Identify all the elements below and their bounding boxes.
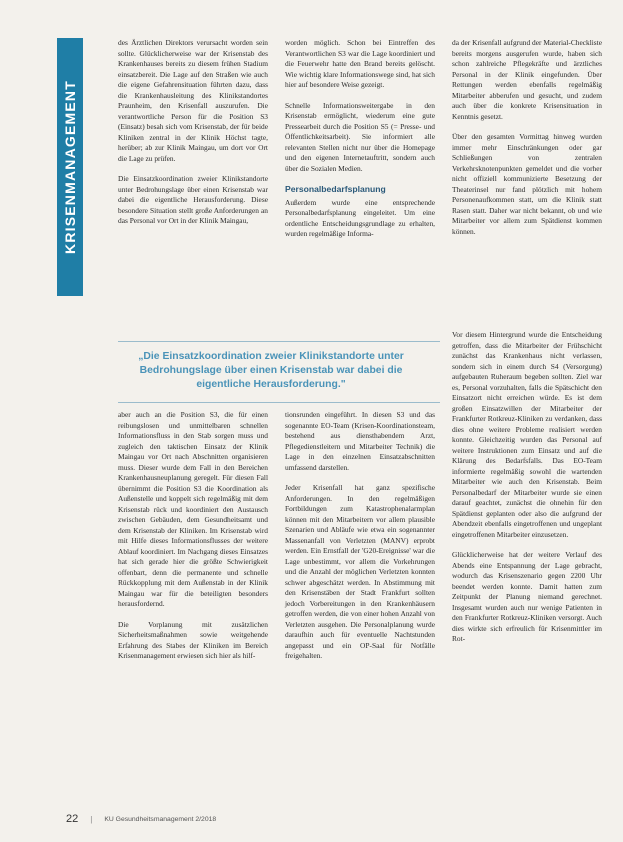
page-number: 22 [66,813,79,825]
column-1-top [118,38,268,237]
pull-quote: „Die Einsatzkoordination zweier Klinikstandorte unter Bedrohungslage über einen Krisenstab war dabei die eigentliche Herausforderung." [138,351,404,390]
column-2-top [285,38,435,250]
section-heading: Personalbedarfsplanung [285,184,386,194]
journal-name: KU Gesundheitsmanagement 2/2018 [104,815,217,823]
column-1-bottom [118,410,268,672]
section-label [57,38,83,296]
paragraph: Vor diesem Hintergrund wurde die Entscheidung getroffen, dass die Mitarbeiter der Frühschicht zunächst das Krankenhaus nicht verlassen, sondern sich in einem durch S4 (Versorgung) aufgebauten Ruheraum begeben sollten. Ziel war es, Personal vorzuhalten, falls die Spätschicht den Einsatzort nicht erreichen würde. Es ist dem großen Einsatzwillen der Mitarbeiter der Frankfurter Rotkreuz-Kliniken zu verdanken, dass dies ohne weitere Probleme realisiert werden konnte. Gleichzeitig wurden das Personal auf weitere Instruktionen zum Einsatz und auf die Klärung des Bedarfsfalls. Das EO-Team informierte regelmäßig sowohl die wartenden Mitarbeiter wie auch den Krisenstab. Beim Personalbedarf der Mitarbeiter wurde sie einen darauf geachtet, zunächst die ohnehin für den Spätdienst geplanten oder also die aufgrund der Abendzeit ebenfalls eingetroffenen und ungeplant eingetroffenen Mitarbeiter einzusetzen. [452,330,602,539]
paragraph: des Ärztlichen Direktors verursacht worden sein sollte. Glücklicherweise war der Krisenstab des Krankenhauses bereits zu diesem frühen Stadium einsatzbereit. Die Lage auf den Straßen wie auch die eigene Gefahrensituation führten dazu, dass die Krankenhausleitung des Klinikstandortes Praunheim, den Krisenfall auszurufen. Die verantwortliche Person für die Position S3 (Einsatz) besah sich vom Krisenstab, der für beide Kliniken zentral in der Klinik Höchst tagte, herüber; ab zur Klinik Maingau, um dort vor Ort die Lage zu prüfen. [118,38,268,163]
paragraph: Schnelle Informationsweitergabe in den Krisenstab ermöglicht, wiederum eine gute Pressearbeit durch die Position S5 (= Presse- und Öffentlichkeitsarbeit). Sie informiert alle relevanten Stellen nicht nur über die Homepage und den eigenen Internetauftritt, sondern auch über die Sozialen Medien. [285,100,435,173]
paragraph: Die Vorplanung mit zusätzlichen Sicherheitsmaßnahmen sowie weitgehende Erfahrung des Stabes der Kliniken im Bereich Krisenmanagement erwiesen sich hier als hilf- [118,619,268,660]
footer-separator: | [90,814,93,824]
paragraph: worden möglich. Schon bei Eintreffen des Verantwortlichen S3 war die Lage koordiniert und die Feuerwehr hatte den Brand bereits gelöscht. Wie wichtig klare Informationswege sind, hat sich hier auf besondere Weise gezeigt. [285,38,435,89]
column-3-top [452,38,602,247]
paragraph: tionsrunden eingeführt. In diesen S3 und das sogenannte EO-Team (Krisen-Koordinationsteam, bestehend aus diensthabendem Arzt, Pflegedienstleitern und Mitarbeiter Technik) die Lage in den einzelnen Einsatzabschnitten umfassend darstellen. [285,410,435,472]
paragraph: Die Einsatzkoordination zweier Klinikstandorte unter Bedrohungslage über einen Krisenstab war dabei die eigentliche Herausforderung. Diese besondere Situation stellt große Anforderungen an das Personal vor Ort in der Klinik Maingau, [118,174,268,225]
paragraph: da der Krisenfall aufgrund der Material-Checkliste bereits morgens ausgerufen wurde, haben sich schon zahlreiche Pflegekräfte und ärztliches Personal in der Klinik eingefunden. Über Rettungen werden ebenfalls regelmäßig Mitarbeiter abberufen und gesucht, und zudem auch über die konkrete Krisensituation in Kenntnis gesetzt. [452,38,603,121]
paragraph: Über den gesamten Vormittag hinweg wurden immer mehr Einschränkungen oder gar Schließungen von zentralen Verkehrsknotenpunkten gemeldet und die vorher nicht offiziell kommunizierte Besetzung der Theaterinsel nur fand plötzlich mit hohem Personenaufkommen statt, um die Klinik statt Rasen statt. Daher war nicht bekannt, ob und wie Mitarbeiter vor allem zum Spätdienst kommen können. [452,132,602,236]
column-3-bottom [452,330,602,655]
page-footer [66,813,216,825]
quote-rule-bottom [118,402,440,403]
paragraph: Jeder Krisenfall hat ganz spezifische Anforderungen. In den regelmäßigen Fortbildungen zum Katastrophenalarmplan können mit den Mitarbeitern vor allem plausible Szenarien und Abläufe wie etwa ein sogenannter Massenanfall von Verletzten (MANV) erprobt werden. Ein Ernstfall der 'G20-Ereignisse' war die Lage unbestimmt, vor allem die Vorkehrungen und die Anzahl der möglichen Verletzten konnten schwer abgeschätzt werden. In Abstimmung mit den Krisenstäben der Stadt Frankfurt sollten jedoch Vorbereitungen in den Krankenhäusern getroffen werden, die von einer hohen Anzahl von Verletzten ausgehen. Die Personalplanung wurde daraufhin auch für eventuelle Nachtstunden angepasst und ein OP-Saal für Notfälle freigehalten. [285,483,435,660]
quote-rule-top [118,341,440,342]
section-label-text: KRISENMANAGEMENT [62,80,79,254]
paragraph: Außerdem wurde eine entsprechende Personalbedarfsplanung eingeleitet. Um eine ordentliche Entscheidungsgrundlage zu erhalten, wurden regelmäßige Informa- [285,197,435,238]
paragraph: aber auch an die Position S3, die für einen reibungslosen und unmittelbaren schnellen Informationsfluss in den Stab sorgen muss und zugleich den taktischen Einsatz der Klinik Maingau vor Ort nach Abschnitten organisieren muss. Dieser wurde dem Fall in den Bereichen Krankenhausneuplanung geregelt. Für diesen Fall übernimmt die Position S3 die Koordination als Außenstelle und koppelt sich regelmäßig mit dem Krisenstab rück und koordiniert den Austausch zwischen Gebäuden, dem Gesundheitsamt und dem Krisenstab der Kliniken. Im Krisenstab wird mit Hilfe dieses Informationsflusses der weitere Ablauf koordiniert. Im Nachgang dieses Einsatzes hat sich gerade hier die größte Schwierigkeit offenbart, denn die permanente und schnelle Rückkopplung mit dem Außenstab in der Klinik Maingau war für die beteiligten besonders herausfordernd. [118,410,268,608]
column-2-bottom [285,410,435,672]
paragraph: Glücklicherweise hat der weitere Verlauf des Abends eine Entspannung der Lage gebracht, wodurch das Krisenszenario gegen 2200 Uhr beendet werden konnte. Damit hatten zum Zeitpunkt der Planung niemand gerechnet. Insgesamt wurden auch nur wenige Patienten in den Frankfurter Rotkreuz-Kliniken versorgt. Auch dies wirkte sich erfreulich für Krisenmittler im Rot- [452,550,602,643]
